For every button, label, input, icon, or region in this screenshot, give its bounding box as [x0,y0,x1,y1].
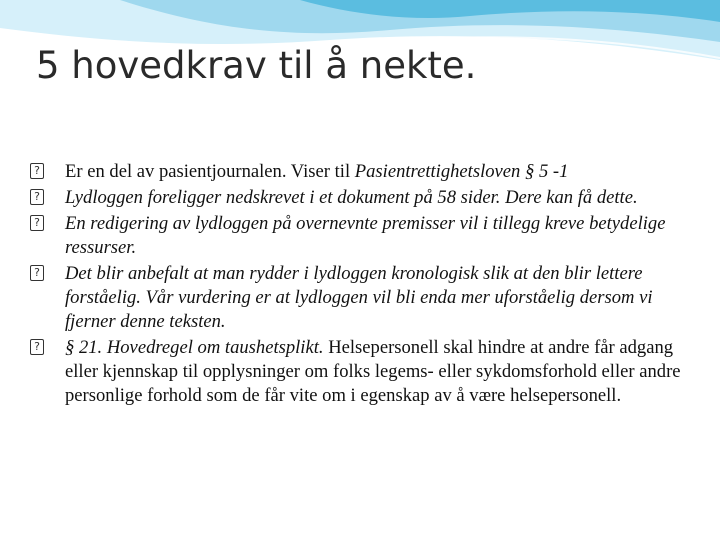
bullet-text: Helsepersonell skal hindre at andre får adgang eller kjennskap til opplysninger om folks legems- eller sykdomsforhold eller andre personlige forhold som de får vite om i egenskap av å være helsepersonell. [65,337,681,406]
bullet-item [30,160,690,184]
missing-glyph-bullet-icon: ? [30,189,44,205]
bullet-text: Er en del av pasientjournalen. Viser til [65,161,355,182]
bullet-text: En redigering av lydloggen på overnevnte premisser vil i tillegg kreve betydelige ressurser. [65,213,666,258]
bullet-text: Lydloggen foreligger nedskrevet i et dokument på 58 sider. Dere kan få dette. [65,187,638,208]
bullet-list [30,160,690,410]
missing-glyph-bullet-icon: ? [30,163,44,179]
bullet-item [30,336,690,408]
bullet-item [30,186,690,210]
bullet-item [30,212,690,260]
missing-glyph-bullet-icon: ? [30,339,44,355]
bullet-text: § 21. Hovedregel om taushetsplikt. [65,337,324,358]
bullet-text: Det blir anbefalt at man rydder i lydloggen kronologisk slik at den blir lettere forståelig. Vår vurdering er at lydloggen vil bli enda mer uforståelig dersom vi fjerner denne teksten. [65,263,653,332]
missing-glyph-bullet-icon: ? [30,265,44,281]
bullet-item [30,262,690,334]
missing-glyph-bullet-icon: ? [30,215,44,231]
bullet-text: Pasientrettighetsloven § 5 -1 [354,161,569,182]
slide-title: 5 hovedkrav til å nekte. [36,44,477,87]
